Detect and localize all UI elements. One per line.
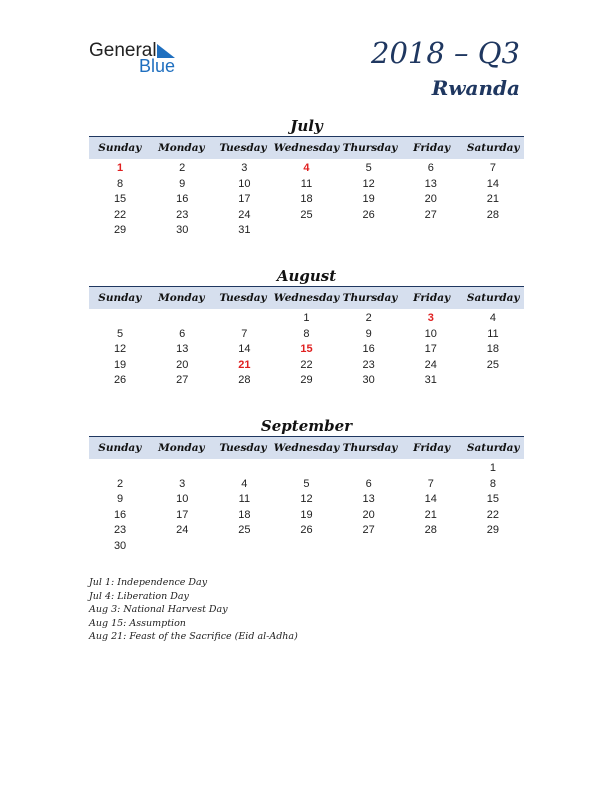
day-cell: 8 — [117, 177, 124, 190]
day-cell: 30 — [362, 374, 375, 386]
empty-day-cell — [213, 539, 275, 555]
day-cell: 2 — [117, 477, 124, 490]
holiday-note: Aug 3: National Harvest Day — [89, 604, 228, 615]
weekday-label: Tuesday — [219, 142, 267, 154]
day-cell: 12 — [113, 343, 127, 355]
month-september — [89, 417, 524, 554]
day-cell: 19 — [113, 358, 127, 371]
day-cell: 11 — [300, 177, 313, 190]
day-cell: 6 — [365, 477, 372, 490]
day-cell: 7 — [427, 477, 434, 490]
day-cell: 3 — [179, 477, 186, 490]
week-row — [89, 223, 524, 239]
day-cell: 18 — [486, 343, 500, 355]
day-cell: 19 — [362, 193, 375, 205]
day-cell: 20 — [176, 358, 189, 371]
empty-day-cell — [338, 461, 400, 477]
weekday-label: Sunday — [98, 442, 142, 454]
weekday-label: Monday — [158, 292, 205, 304]
empty-day-cell — [89, 311, 151, 327]
day-cell: 19 — [300, 508, 313, 521]
day-cell: 7 — [241, 327, 248, 340]
day-cell: 25 — [486, 358, 500, 371]
day-cell: 20 — [424, 193, 437, 205]
day-cell: 21 — [486, 193, 500, 205]
week-row — [89, 177, 524, 193]
weekday-label: Monday — [158, 442, 205, 454]
weekday-header — [89, 136, 524, 159]
day-cell: 25 — [300, 208, 313, 221]
day-cell: 26 — [362, 208, 375, 221]
week-row — [89, 373, 524, 389]
holiday-note: Jul 4: Liberation Day — [89, 590, 189, 602]
day-cell: 29 — [113, 224, 127, 236]
day-cell: 17 — [238, 193, 251, 205]
day-grid — [89, 311, 524, 389]
day-cell: 2 — [179, 162, 186, 174]
day-cell: 8 — [303, 327, 310, 340]
weekday-label: Friday — [413, 142, 451, 154]
day-cell: 13 — [176, 343, 189, 355]
day-cell: 16 — [176, 193, 189, 205]
empty-day-cell — [275, 223, 337, 239]
weekday-label: Friday — [413, 292, 451, 304]
empty-day-cell — [151, 461, 213, 477]
weekday-header — [89, 286, 524, 309]
empty-day-cell — [338, 223, 400, 239]
weekday-label: Wednesday — [273, 142, 340, 154]
weekday-label: Friday — [413, 442, 451, 454]
day-cell: 9 — [117, 493, 124, 505]
holiday-notes — [89, 576, 298, 644]
day-cell: 31 — [238, 224, 251, 236]
day-cell: 17 — [176, 508, 189, 521]
day-cell: 17 — [424, 343, 437, 355]
day-cell: 12 — [300, 493, 313, 505]
week-row — [89, 461, 524, 477]
day-cell: 22 — [300, 358, 313, 371]
day-cell: 20 — [362, 508, 375, 521]
day-cell: 14 — [424, 493, 437, 505]
day-cell: 12 — [362, 177, 375, 190]
day-cell: 24 — [176, 524, 189, 536]
holiday-note: Aug 21: Feast of the Sacrifice (Eid al-Adha) — [89, 631, 298, 642]
day-cell: 27 — [176, 374, 189, 386]
day-cell: 24 — [424, 358, 437, 371]
holiday-note: Jul 1: Independence Day — [89, 577, 208, 588]
empty-day-cell — [213, 461, 275, 477]
day-cell: 11 — [238, 493, 251, 505]
day-cell: 13 — [362, 493, 375, 505]
weekday-label: Thursday — [342, 142, 398, 154]
empty-day-cell — [462, 373, 524, 389]
day-cell: 16 — [362, 343, 375, 355]
empty-day-cell — [400, 461, 462, 477]
week-row — [89, 342, 524, 358]
empty-day-cell — [400, 223, 462, 239]
empty-day-cell — [89, 461, 151, 477]
day-cell: 6 — [427, 162, 434, 174]
month-name: September — [260, 417, 353, 435]
day-cell: 13 — [424, 177, 437, 190]
day-cell: 29 — [486, 524, 500, 536]
empty-day-cell — [213, 311, 275, 327]
weekday-label: Wednesday — [273, 292, 340, 304]
day-cell: 15 — [486, 493, 500, 505]
week-row — [89, 539, 524, 555]
day-grid — [89, 461, 524, 554]
day-cell: 9 — [365, 327, 372, 340]
week-row — [89, 523, 524, 539]
weekday-label: Sunday — [98, 292, 142, 304]
day-cell: 28 — [238, 374, 251, 386]
week-row — [89, 311, 524, 327]
day-cell: 18 — [238, 508, 251, 521]
day-cell: 5 — [365, 162, 372, 174]
day-cell: 3 — [427, 312, 434, 324]
day-cell: 29 — [300, 374, 313, 386]
day-cell: 22 — [113, 208, 127, 221]
month-name: August — [276, 267, 337, 285]
day-cell: 6 — [179, 327, 186, 340]
day-cell: 22 — [486, 508, 500, 521]
day-cell: 23 — [113, 524, 127, 536]
day-cell: 30 — [176, 224, 189, 236]
week-row — [89, 358, 524, 374]
weekday-header — [89, 436, 524, 459]
day-cell: 4 — [489, 312, 496, 324]
day-cell: 1 — [489, 462, 496, 474]
empty-day-cell — [151, 539, 213, 555]
month-july — [89, 117, 524, 239]
day-cell: 2 — [365, 312, 372, 324]
day-cell: 18 — [300, 193, 313, 205]
day-cell: 23 — [176, 208, 189, 221]
day-cell: 9 — [179, 177, 186, 190]
logo-general-text: General — [89, 40, 157, 61]
day-cell: 7 — [489, 162, 496, 174]
day-cell: 1 — [117, 162, 124, 174]
empty-day-cell — [462, 539, 524, 555]
empty-day-cell — [338, 539, 400, 555]
weekday-label: Monday — [158, 142, 205, 154]
page-title: 2018 – Q3 — [371, 36, 520, 70]
day-cell: 15 — [113, 193, 127, 205]
month-name: July — [290, 117, 323, 135]
day-cell: 30 — [113, 539, 127, 552]
day-cell: 4 — [303, 162, 310, 174]
day-cell: 3 — [241, 162, 248, 174]
day-cell: 28 — [486, 208, 500, 221]
day-cell: 23 — [362, 358, 375, 371]
day-cell: 5 — [117, 327, 124, 340]
empty-day-cell — [462, 223, 524, 239]
weekday-label: Saturday — [466, 142, 520, 154]
week-row — [89, 161, 524, 177]
weekday-label: Thursday — [342, 442, 398, 454]
month-august — [89, 267, 524, 389]
week-row — [89, 492, 524, 508]
empty-day-cell — [275, 461, 337, 477]
day-cell: 31 — [424, 374, 437, 386]
day-cell: 11 — [487, 327, 499, 340]
day-cell: 26 — [300, 524, 313, 536]
day-cell: 28 — [424, 524, 437, 536]
day-cell: 5 — [303, 477, 310, 490]
day-cell: 8 — [489, 477, 496, 490]
logo — [89, 40, 199, 80]
weekday-label: Wednesday — [273, 442, 340, 454]
day-cell: 10 — [176, 493, 189, 505]
day-cell: 10 — [238, 177, 251, 190]
day-cell: 4 — [241, 477, 248, 490]
day-cell: 21 — [238, 358, 251, 371]
empty-day-cell — [275, 539, 337, 555]
week-row — [89, 192, 524, 208]
day-cell: 27 — [362, 524, 375, 536]
week-row — [89, 477, 524, 493]
holiday-note: Aug 15: Assumption — [89, 617, 186, 629]
day-cell: 16 — [113, 508, 127, 521]
empty-day-cell — [400, 539, 462, 555]
weekday-label: Sunday — [98, 142, 142, 154]
week-row — [89, 508, 524, 524]
weekday-label: Tuesday — [219, 442, 267, 454]
weekday-label: Saturday — [466, 292, 520, 304]
day-cell: 15 — [300, 343, 313, 355]
empty-day-cell — [151, 311, 213, 327]
logo-blue-text: Blue — [139, 56, 176, 76]
weekday-label: Saturday — [466, 442, 520, 454]
day-cell: 14 — [486, 177, 500, 190]
day-cell: 27 — [424, 208, 437, 221]
day-cell: 10 — [424, 327, 437, 340]
week-row — [89, 208, 524, 224]
day-grid — [89, 161, 524, 239]
day-cell: 24 — [238, 208, 251, 221]
week-row — [89, 327, 524, 343]
day-cell: 26 — [113, 374, 127, 386]
weekday-label: Tuesday — [219, 292, 267, 304]
day-cell: 14 — [238, 343, 251, 355]
day-cell: 1 — [303, 312, 310, 324]
country-name: Rwanda — [431, 76, 520, 100]
day-cell: 25 — [238, 524, 251, 536]
weekday-label: Thursday — [342, 292, 398, 304]
day-cell: 21 — [424, 508, 437, 521]
